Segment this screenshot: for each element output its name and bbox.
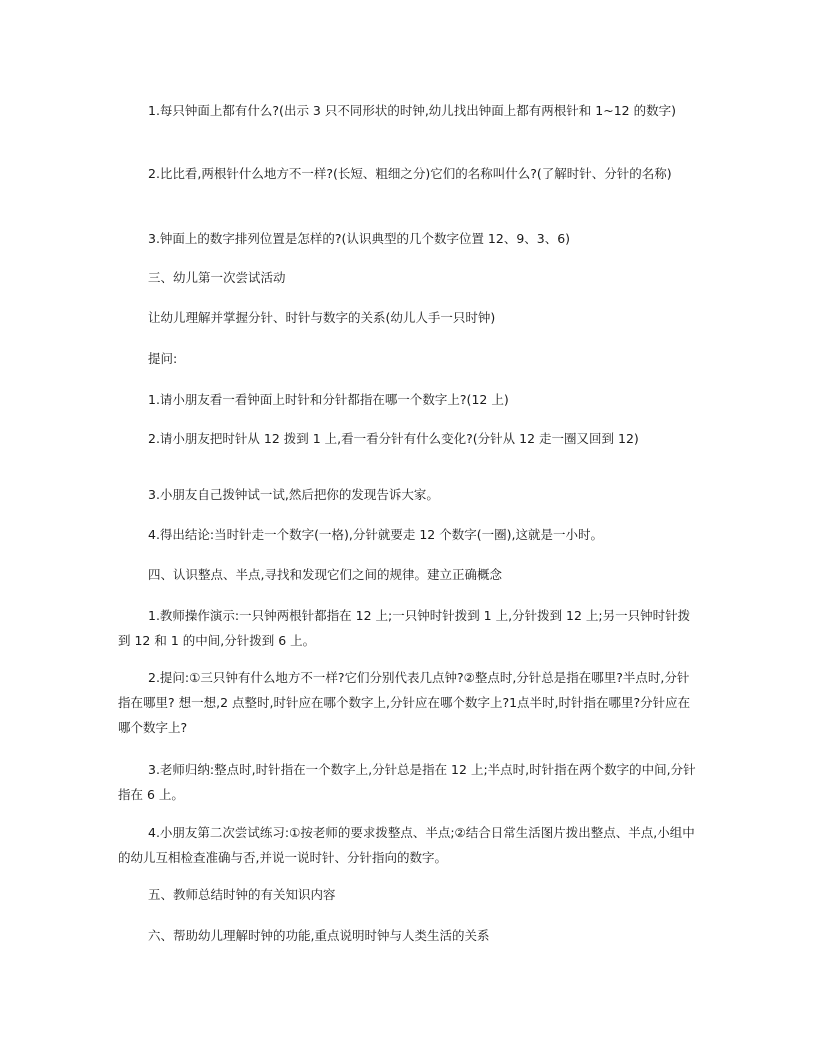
paragraph-4: 让幼儿理解并掌握分针、时针与数字的关系(幼儿人手一只时钟) bbox=[148, 310, 496, 325]
paragraph-5: 1.请小朋友看一看钟面上时针和分针都指在哪一个数字上?(12 上) bbox=[148, 392, 509, 407]
paragraph-3: 3.钟面上的数字排列位置是怎样的?(认识典型的几个数字位置 12、9、3、6) bbox=[148, 231, 571, 246]
paragraph-8: 4.得出结论:当时针走一个数字(一格),分针就要走 12 个数字(一圈),这就是一小时。 bbox=[148, 527, 603, 542]
section-heading-3: 三、幼儿第一次尝试活动 bbox=[148, 270, 286, 285]
paragraph-11: 3.老师归纳:整点时,时针指在一个数字上,分针总是指在 12 上;半点时,时针指在两个数字的中间,分针指在 6 上。 bbox=[118, 762, 696, 802]
paragraph-7: 3.小朋友自己拨钟试一试,然后把你的发现告诉大家。 bbox=[148, 487, 439, 502]
paragraph-question-label: 提问: bbox=[148, 351, 178, 366]
paragraph-6: 2.请小朋友把时针从 12 拨到 1 上,看一看分针有什么变化?(分针从 12 走一圈又回到 12) bbox=[148, 431, 639, 446]
paragraph-12: 4.小朋友第二次尝试练习:①按老师的要求拨整点、半点;②结合日常生活图片拨出整点、半点,小组中的幼儿互相检查准确与否,并说一说时针、分针指向的数字。 bbox=[118, 825, 695, 865]
section-heading-5: 五、教师总结时钟的有关知识内容 bbox=[148, 887, 336, 902]
paragraph-2: 2.比比看,两根针什么地方不一样?(长短、粗细之分)它们的名称叫什么?(了解时针、分针的名称) bbox=[148, 166, 672, 181]
paragraph-1: 1.每只钟面上都有什么?(出示 3 只不同形状的时钟,幼儿找出钟面上都有两根针和 1~12 的数字) bbox=[148, 103, 676, 118]
paragraph-10: 2.提问:①三只钟有什么地方不一样?它们分别代表几点钟?②整点时,分针总是指在哪里?半点时,分针指在哪里? 想一想,2 点整时,时针应在哪个数字上,分针应在哪个数字上?1点半时,时针指在哪里?分针应在哪个数字上? bbox=[118, 670, 691, 735]
section-heading-4: 四、认识整点、半点,寻找和发现它们之间的规律。建立正确概念 bbox=[148, 567, 502, 582]
section-heading-6: 六、帮助幼儿理解时钟的功能,重点说明时钟与人类生活的关系 bbox=[148, 928, 490, 943]
paragraph-9: 1.教师操作演示:一只钟两根针都指在 12 上;一只钟时针拨到 1 上,分针拨到 12 上;另一只钟时针拨到 12 和 1 的中间,分针拨到 6 上。 bbox=[118, 608, 691, 648]
